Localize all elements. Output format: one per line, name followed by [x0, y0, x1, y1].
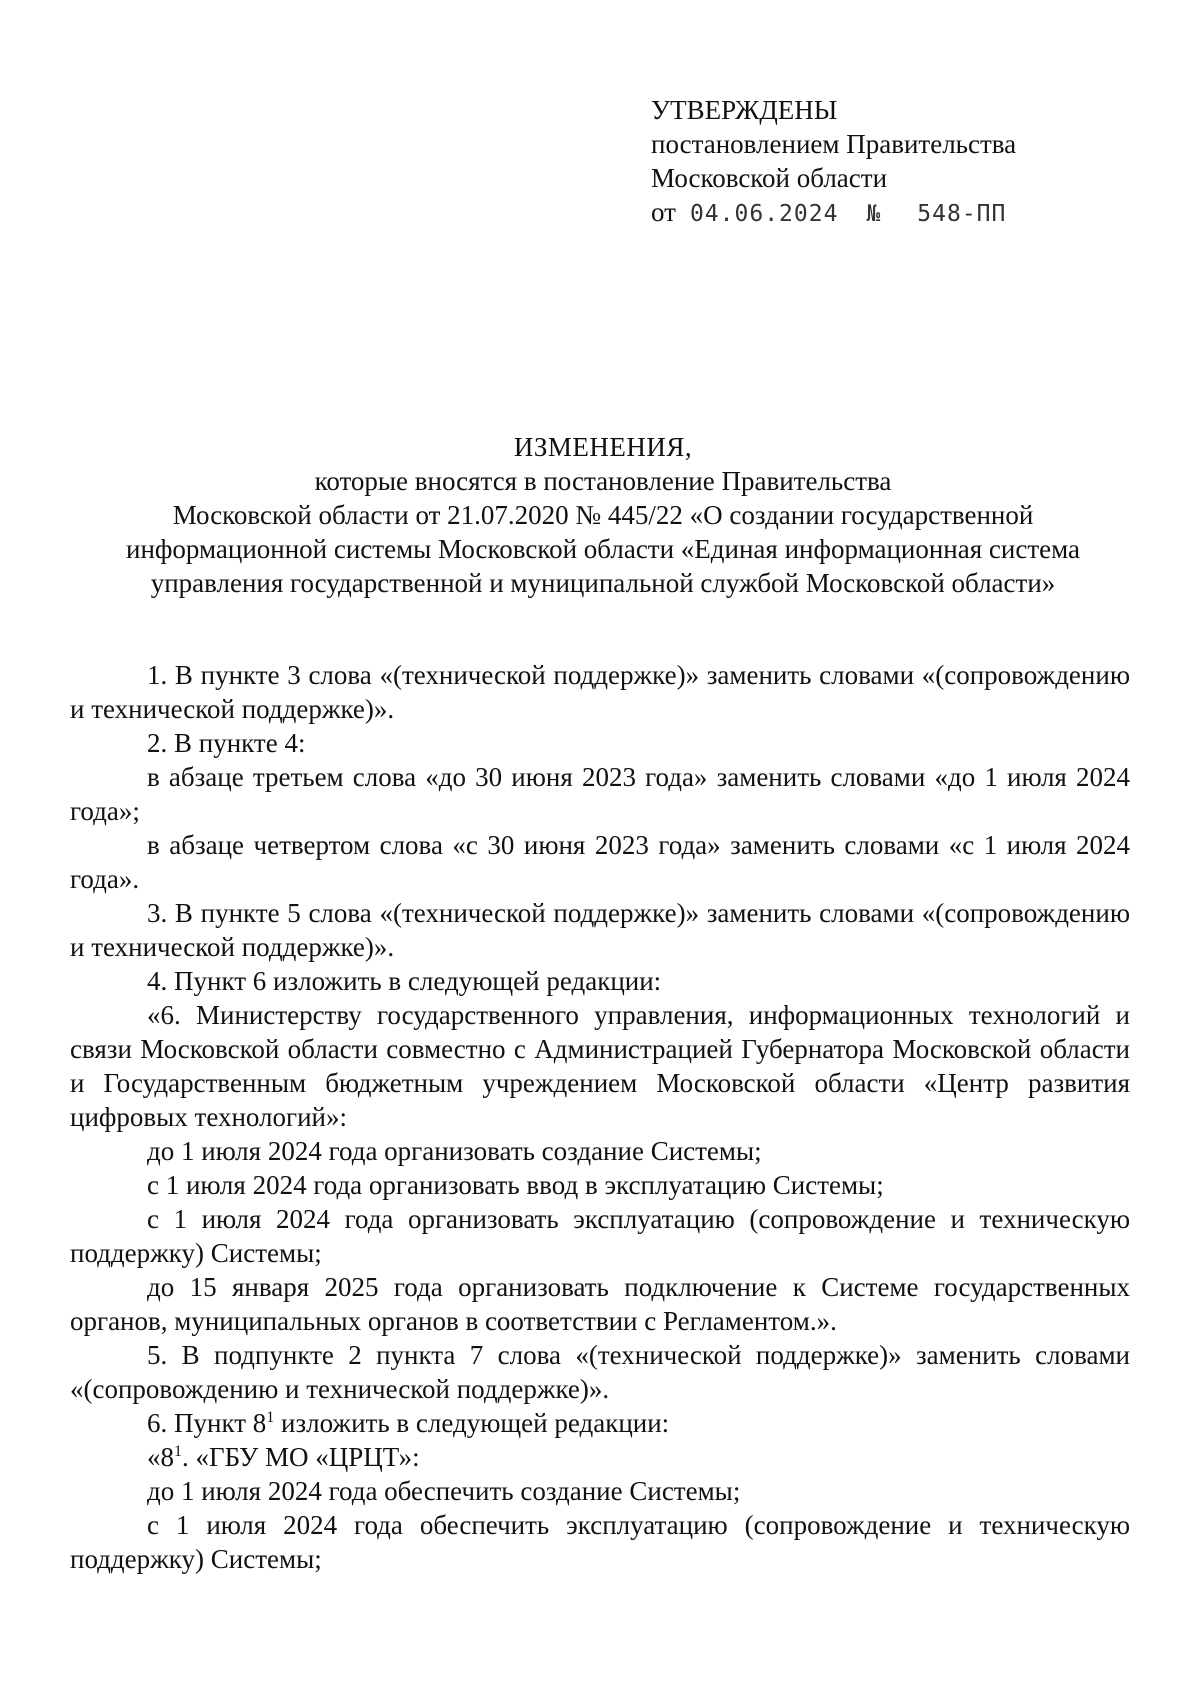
registration-number: 548-ПП: [917, 201, 1007, 227]
paragraph-15: до 1 июля 2024 года обеспечить создание Системы;: [147, 1476, 741, 1506]
paragraph-14-text-b: . «ГБУ МО «ЦРЦТ»:: [182, 1442, 420, 1472]
heading-line-2: Московской области от 21.07.2020 № 445/22 «О создании государственной: [172, 500, 1034, 530]
heading-line-3: информационной системы Московской области «Единая информационная система: [126, 534, 1080, 564]
number-sign: №: [866, 201, 882, 227]
paragraph-14-text-a: «8: [147, 1442, 174, 1472]
approval-block: [651, 93, 1016, 231]
registration-stamp: [651, 195, 1016, 231]
paragraph-5: 3. В пункте 5 слова «(технической поддержке)» заменить словами «(сопровождению и технической поддержке)».: [70, 898, 1130, 962]
registration-date: 04.06.2024: [689, 201, 839, 227]
paragraph-3: в абзаце третьем слова «до 30 июня 2023 года» заменить словами «до 1 июля 2024 года»;: [70, 762, 1130, 826]
paragraph-7: «6. Министерству государственного управления, информационных технологий и связи Московской области совместно с Администрацией Губернатора Московской области и Государственным бюджетным учреждением Московской области «Центр развития цифровых технологий»:: [70, 1000, 1130, 1132]
paragraph-10: с 1 июля 2024 года организовать эксплуатацию (сопровождение и техническую поддержку) Системы;: [70, 1204, 1130, 1268]
approval-line-3: Московской области: [651, 163, 888, 193]
approval-title: УТВЕРЖДЕНЫ: [651, 95, 838, 125]
heading-line-4: управления государственной и муниципальной службой Московской области»: [150, 568, 1056, 598]
heading-title: ИЗМЕНЕНИЯ,: [513, 432, 693, 462]
paragraph-13-superscript: 1: [266, 1409, 275, 1426]
paragraph-16: с 1 июля 2024 года обеспечить эксплуатацию (сопровождение и техническую поддержку) Системы;: [70, 1510, 1130, 1574]
paragraph-2: 2. В пункте 4:: [147, 728, 306, 758]
paragraph-8: до 1 июля 2024 года организовать создание Системы;: [147, 1136, 762, 1166]
document-body: [70, 658, 1130, 1576]
paragraph-13: [70, 1406, 1130, 1440]
paragraph-6: 4. Пункт 6 изложить в следующей редакции:: [147, 966, 662, 996]
document-heading: [78, 430, 1128, 600]
heading-line-1: которые вносятся в постановление Правительства: [314, 466, 892, 496]
paragraph-4: в абзаце четвертом слова «с 30 июня 2023 года» заменить словами «с 1 июля 2024 года».: [70, 830, 1130, 894]
approval-line-2: постановлением Правительства: [651, 129, 1017, 159]
paragraph-11: до 15 января 2025 года организовать подключение к Системе государственных органов, муниципальных органов в соответствии с Регламентом.».: [70, 1272, 1130, 1336]
date-prefix: от: [651, 197, 676, 227]
paragraph-13-text-a: 6. Пункт 8: [147, 1408, 267, 1438]
paragraph-9: с 1 июля 2024 года организовать ввод в эксплуатацию Системы;: [147, 1170, 884, 1200]
paragraph-13-text-b: изложить в следующей редакции:: [274, 1408, 670, 1438]
paragraph-1: 1. В пункте 3 слова «(технической поддержке)» заменить словами «(сопровождению и технической поддержке)».: [70, 660, 1130, 724]
paragraph-12: 5. В подпункте 2 пункта 7 слова «(технической поддержке)» заменить словами «(сопровождению и технической поддержке)».: [70, 1340, 1130, 1404]
paragraph-14-superscript: 1: [174, 1443, 182, 1460]
paragraph-14: [70, 1440, 1130, 1474]
